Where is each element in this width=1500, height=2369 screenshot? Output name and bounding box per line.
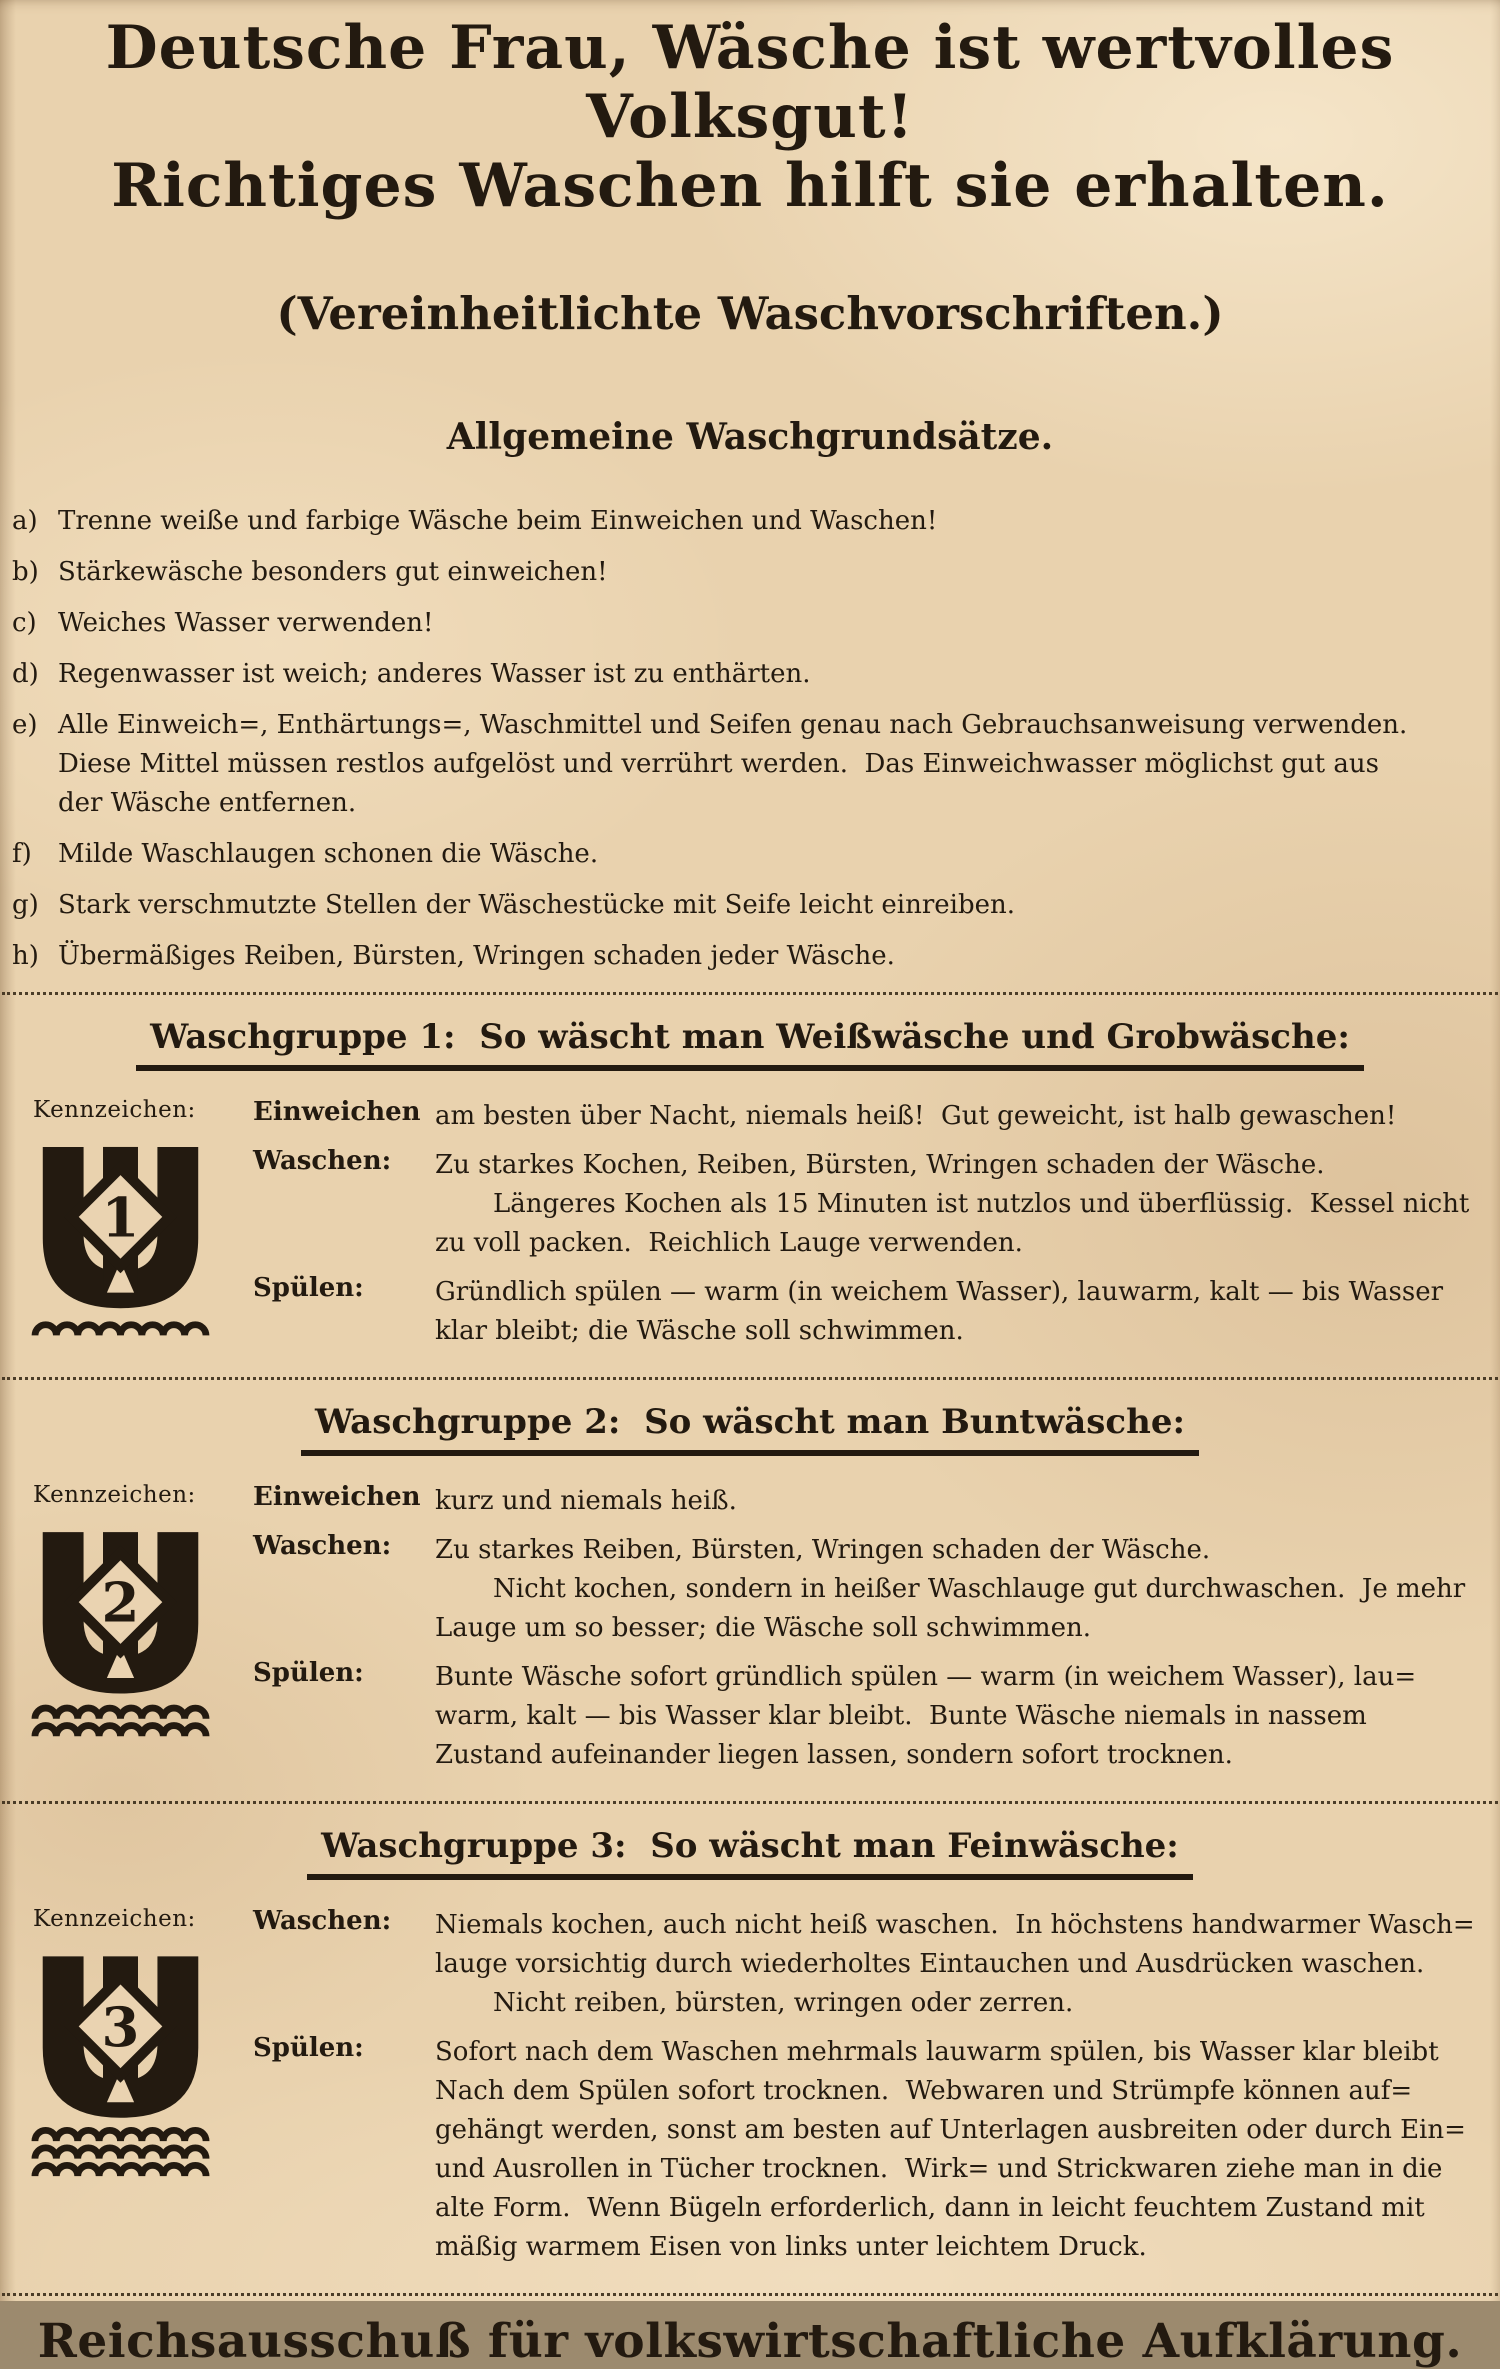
principle-item-c (12, 604, 1490, 643)
principle-item-a (12, 502, 1490, 541)
group-3-heading: Waschgruppe 3: So wäscht man Feinwäsche: (307, 1826, 1193, 1880)
publisher-footer: Reichsausschuß für volkswirtschaftliche Aufklärung. (37, 2314, 1463, 2369)
waschgruppe-3-section (0, 1826, 1500, 2277)
group-1-badge-number: 1 (101, 1185, 140, 1250)
principle-marker: c) (12, 608, 37, 638)
row-label: Spülen: (253, 1273, 364, 1303)
principle-item-b (12, 553, 1490, 592)
group-2-badge-number: 2 (101, 1570, 140, 1635)
row-label: Waschen: (253, 1146, 392, 1176)
principle-text: Weiches Wasser verwenden! (58, 608, 434, 638)
principle-item-d (12, 655, 1490, 694)
row-label: Waschen: (253, 1906, 392, 1936)
principles-heading: Allgemeine Waschgrundsätze. (446, 416, 1054, 458)
subtitle: (Vereinheitlichte Waschvorschriften.) (276, 287, 1224, 340)
principles-list (0, 502, 1500, 976)
principle-text: der Wäsche entfernen. (58, 788, 357, 818)
row-label: Einweichen (253, 1482, 421, 1512)
principle-marker: b) (12, 557, 39, 587)
principle-text: Milde Waschlaugen schonen die Wäsche. (58, 839, 599, 869)
principle-text: Stark verschmutzte Stellen der Wäschestücke mit Seife leicht einreiben. (58, 890, 1016, 920)
principle-marker: d) (12, 659, 39, 689)
principle-text: Übermäßiges Reiben, Bürsten, Wringen schaden jeder Wäsche. (58, 941, 895, 971)
kennzeichen-label: Kennzeichen: (33, 1906, 196, 1932)
principle-marker: a) (12, 506, 38, 536)
group-3-badge-number: 3 (101, 1994, 140, 2059)
dotted-divider (2, 992, 1498, 995)
principle-marker: f) (12, 839, 32, 869)
waschgruppe-2-section (0, 1402, 1500, 1785)
principle-text: Diese Mittel müssen restlos aufgelöst und verrührt werden. Das Einweichwasser möglichst gut aus (58, 749, 1379, 779)
main-title-line2: Richtiges Waschen hilft sie erhalten. (111, 151, 1389, 221)
dotted-divider (2, 1801, 1498, 1804)
waschen-row: Waschen: Niemals kochen, auch nicht heiß waschen. In höchstens handwarmer Wasch= lauge vorsichtig durch wiederholtes Eintauchen und Ausdrücken waschen. Nicht reiben, bürsten, wringen oder zerren. (253, 1906, 1492, 2023)
principle-marker: g) (12, 890, 39, 920)
waschen-row: Waschen: Zu starkes Reiben, Bürsten, Wringen schaden der Wäsche. Nicht kochen, sondern in heißer Waschlauge gut durchwaschen. Je mehr Lauge um so besser; die Wäsche soll schwimmen. (253, 1531, 1492, 1648)
row-label: Einweichen (253, 1097, 421, 1127)
waschgruppe-1-section (0, 1017, 1500, 1361)
laundry-tub-w2-emblem-icon (33, 1530, 208, 1752)
waschen-row: Waschen: Zu starkes Kochen, Reiben, Bürsten, Wringen schaden der Wäsche. Längeres Kochen als 15 Minuten ist nutzlos und überflüssig. Kessel nicht zu voll packen. Reichlich Lauge verwenden. (253, 1146, 1492, 1263)
einweichen-row: Einweichen kurz und niemals heiß. (253, 1482, 1492, 1521)
principle-item-f (12, 835, 1490, 874)
principle-text: Trenne weiße und farbige Wäsche beim Einweichen und Waschen! (58, 506, 938, 536)
dotted-divider (2, 2293, 1498, 2296)
principle-item-e (12, 706, 1490, 823)
kennzeichen-label: Kennzeichen: (33, 1097, 196, 1123)
laundry-tub-w1-emblem-icon (33, 1145, 208, 1349)
main-title-line1: Deutsche Frau, Wäsche ist wertvolles Volksgut! (105, 13, 1395, 152)
principle-text: Regenwasser ist weich; anderes Wasser ist zu enthärten. (58, 659, 811, 689)
dotted-divider (2, 1377, 1498, 1380)
laundry-tub-w3-emblem-icon (33, 1954, 208, 2194)
principle-item-h (12, 937, 1490, 976)
principle-marker: h) (12, 941, 39, 971)
principle-text: Alle Einweich=, Enthärtungs=, Waschmittel und Seifen genau nach Gebrauchsanweisung verwenden. (58, 710, 1408, 740)
spuelen-row: Spülen: Bunte Wäsche sofort gründlich spülen — warm (in weichem Wasser), lau= warm, kalt — bis Wasser klar bleibt. Bunte Wäsche niemals in nassem Zustand aufeinander liegen lassen, sondern sofort trocknen. (253, 1658, 1492, 1775)
row-label: Spülen: (253, 2033, 364, 2063)
row-label: Spülen: (253, 1658, 364, 1688)
principle-text: Stärkewäsche besonders gut einweichen! (58, 557, 608, 587)
row-label: Waschen: (253, 1531, 392, 1561)
group-2-heading: Waschgruppe 2: So wäscht man Buntwäsche: (301, 1402, 1199, 1456)
spuelen-row: Spülen: Sofort nach dem Waschen mehrmals lauwarm spülen, bis Wasser klar bleibt Nach dem Spülen sofort trocknen. Webwaren und Strümpfe können auf= gehängt werden, sonst am besten auf Unterlagen ausbreiten oder durch Ein= und Ausrollen in Tücher trocknen. Wirk= und Strickwaren ziehe man in die alte Form. Wenn Bügeln erforderlich, dann in leicht feuchtem Zustand mit mäßig warmem Eisen von links unter leichtem Druck. (253, 2033, 1492, 2267)
kennzeichen-label: Kennzeichen: (33, 1482, 196, 1508)
spuelen-row: Spülen: Gründlich spülen — warm (in weichem Wasser), lauwarm, kalt — bis Wasser klar bleibt; die Wäsche soll schwimmen. (253, 1273, 1492, 1351)
principle-item-g (12, 886, 1490, 925)
principle-marker: e) (12, 710, 38, 740)
group-1-heading: Waschgruppe 1: So wäscht man Weißwäsche und Grobwäsche: (136, 1017, 1364, 1071)
einweichen-row: Einweichen am besten über Nacht, niemals heiß! Gut geweicht, ist halb gewaschen! (253, 1097, 1492, 1136)
